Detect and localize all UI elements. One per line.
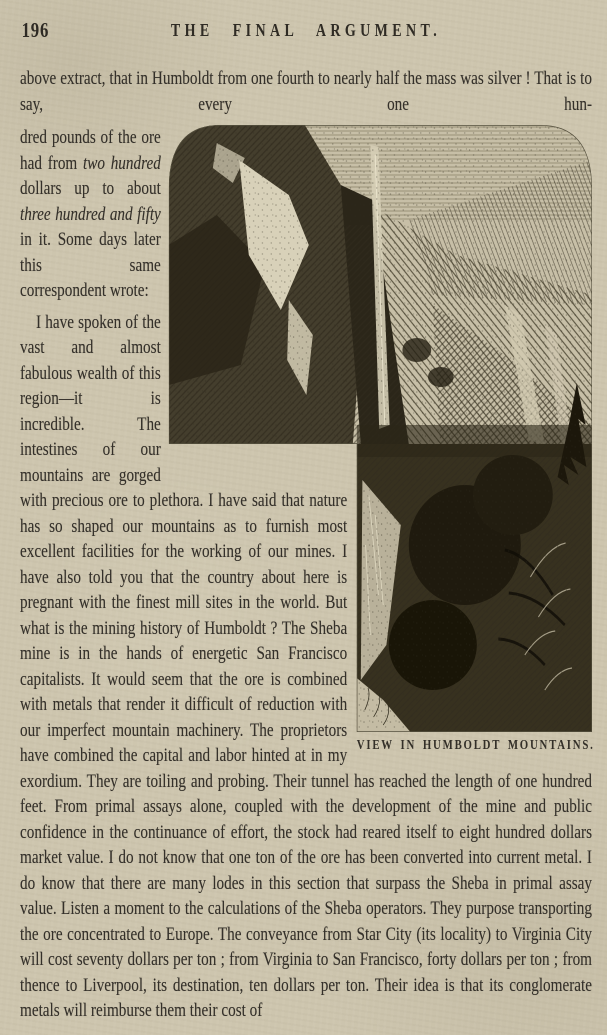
engraving-image bbox=[169, 125, 592, 732]
running-title: THE FINAL ARGUMENT. bbox=[170, 20, 442, 40]
italic-phrase: three hundred and fifty bbox=[20, 203, 161, 225]
page-number: 196 bbox=[21, 18, 50, 42]
humboldt-engraving-figure bbox=[169, 125, 595, 756]
paragraph-correspondent-letter: I have spoken of the vast and almost fabulous wealth of this region—it is incredible. The intestines of our mountains are gorged with precious ore to plethora. I have said that nature has so shaped our mountains as to furnish most excellent facilities for the working of our mines. I have also told you that the country about here is pregnant with the finest mill sites in the world. But what is the mining history of Humboldt ? The Sheba mine is in the hands of energetic San Francisco capitalists. It would seem that the ore is combined with metals that render it difficult of reduction with our imperfect mountain machinery. The proprietors have combined the capital and labor hinted at in my exordium. They are toiling and probing. Their tunnel has reached the length of one hundred feet. From primal assays alone, coupled with the development of the mine and public confidence in the continuance of effort, the stock had reared itself to eight hundred dollars market value. I do not know that one ton of the ore has been converted into current metal. I do know that there are many lodes in this section that surpass the Sheba in primal assay value. Listen a moment to the calculations of the Sheba operators. They purpose transporting the ore concentrated to Europe. The conveyance from Star City (its locality) to Virginia City will cost seventy dollars per ton ; from Virginia to San Francisco, forty dollars per ton ; from thence to Liverpool, its destination, ten dollars per ton. Their idea is that its conglomerate metals will reimburse them their cost of bbox=[20, 311, 592, 1021]
text-segment: dred pounds of the ore had from bbox=[20, 127, 161, 174]
text-segment: in it. Some days later this same correspondent wrote: bbox=[20, 229, 161, 301]
paragraph-intro: above extract, that in Humboldt from one fourth to nearly half the mass was silver ! That is to say, every one hun- bbox=[20, 68, 592, 115]
text-segment: dollars up to about bbox=[20, 178, 161, 199]
italic-phrase: two hundred bbox=[82, 152, 161, 174]
running-head bbox=[20, 18, 592, 44]
illustration-caption: VIEW IN HUMBOLDT MOUNTAINS. bbox=[356, 737, 595, 752]
